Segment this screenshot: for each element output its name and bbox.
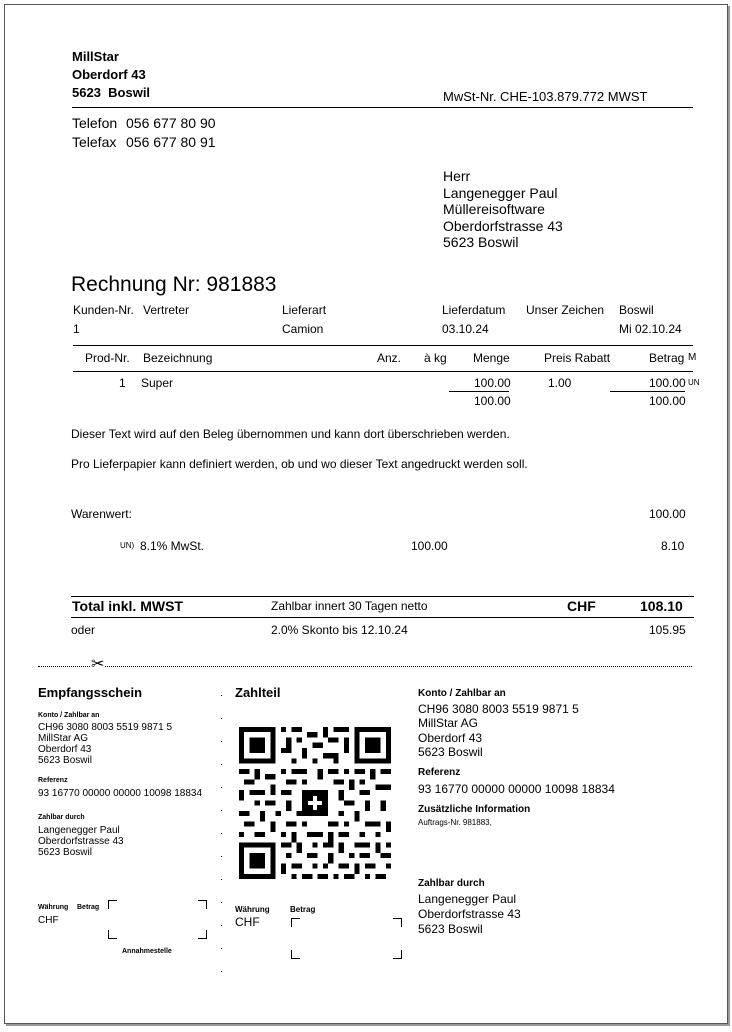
sender-city: 5623 Boswil [72,85,151,100]
warenwert-value: 100.00 [649,507,686,521]
discount-label: oder [71,623,96,637]
items-top-rule [73,345,693,346]
receipt-account-iban: CH96 3080 8003 5519 9871 5 [38,722,173,733]
payment-reference: 93 16770 00000 00000 10098 18834 [418,782,615,796]
item-total: 100.00 [649,376,686,390]
fax-label: Telefax [72,134,117,150]
meta-header-customer: Kunden-Nr. [73,303,134,317]
header-rule [72,107,693,108]
phone-label: Telefon [72,115,118,131]
receipt-currency: CHF [38,915,59,926]
payment-additional: Auftrags-Nr. 981883, [418,818,492,827]
meta-header-date: Lieferdatum [442,303,506,317]
vat-number: MwSt-Nr. CHE-103.879.772 MWST [443,89,648,104]
col-amount: Menge [473,351,510,365]
recipient-name: Langenegger Paul [443,185,558,201]
fax-value: 056 677 80 91 [126,134,216,150]
payment-payer-city: 5623 Boswil [418,922,483,936]
col-m: M [688,352,697,363]
discount-terms: 2.0% Skonto bis 12.10.24 [271,623,408,637]
meta-header-delivery: Lieferart [282,303,327,317]
receipt-currency-label: Währung [38,904,69,911]
warenwert-label: Warenwert: [71,507,132,521]
col-qty: Anz. [377,351,402,365]
recipient-salutation: Herr [443,168,471,184]
receipt-payer-label: Zahlbar durch [38,814,85,821]
item-code: UN [688,378,700,387]
vat-code: UN) [120,541,135,550]
receipt-reference: 93 16770 00000 00000 10098 18834 [38,788,203,799]
payment-currency-label: Währung [235,905,270,914]
payment-account-iban: CH96 3080 8003 5519 9871 5 [418,702,579,716]
col-prod: Prod-Nr. [85,351,130,365]
phone-value: 056 677 80 90 [126,115,216,131]
subtotal-total: 100.00 [649,394,686,408]
vat-value: 8.10 [661,539,685,553]
invoice-title: Rechnung Nr: 981883 [71,273,277,296]
recipient-street: Oberdorfstrasse 43 [443,218,563,234]
payment-account-street: Oberdorf 43 [418,731,483,745]
recipient-company: Müllereisoftware [443,201,545,217]
total-currency: CHF [567,598,596,614]
subtotal-total-rule [610,391,685,392]
items-header-rule [73,371,693,372]
col-price: Preis Rabatt [544,351,611,365]
col-total: Betrag [649,351,685,365]
payment-account-label: Konto / Zahlbar an [418,688,506,699]
receipt-title: Empfangsschein [38,685,143,700]
meta-value-customer: 1 [73,322,80,336]
receipt-payer-name: Langenegger Paul [38,825,120,836]
payment-account-city: 5623 Boswil [418,745,483,759]
receipt-account-name: MillStar AG [38,733,89,744]
item-price: 1.00 [548,376,572,390]
subtotal-amount-rule [449,391,509,392]
receipt-account-street: Oberdorf 43 [38,744,92,755]
total-terms: Zahlbar innert 30 Tagen netto [271,599,428,613]
sender-street: Oberdorf 43 [72,67,146,82]
total-label: Total inkl. MWST [72,598,183,614]
vat-label: 8.1% MwSt. [140,539,205,553]
receipt-amount-label: Betrag [77,904,100,911]
note-1: Dieser Text wird auf den Beleg übernommen und kann dort überschrieben werden. [71,427,510,441]
total-bottom-rule [71,617,694,618]
receipt-payer-city: 5623 Boswil [38,847,92,858]
payment-payer-label: Zahlbar durch [418,878,485,889]
item-prod: 1 [119,376,126,390]
total-value: 108.10 [640,598,683,614]
payment-currency: CHF [235,915,260,929]
item-amount: 100.00 [474,376,511,390]
meta-value-date: 03.10.24 [442,322,489,336]
payment-payer-name: Langenegger Paul [418,892,517,906]
payment-additional-label: Zusätzliche Information [418,804,531,815]
note-2: Pro Lieferpapier kann definiert werden, ob und wo dieser Text angedruckt werden soll. [71,457,528,471]
subtotal-amount: 100.00 [474,394,511,408]
receipt-account-label: Konto / Zahlbar an [38,712,100,719]
invoice-page [4,4,728,1024]
slip-separator [221,695,223,995]
vat-base: 100.00 [411,539,448,553]
receipt-acceptance: Annahmestelle [122,948,172,955]
meta-value-place-date: Mi 02.10.24 [619,322,682,336]
payment-account-name: MillStar AG [418,716,479,730]
item-desc: Super [141,376,174,390]
payment-amount-label: Betrag [290,905,316,914]
recipient-city: 5623 Boswil [443,234,519,250]
scissors-icon: ✂ [91,656,105,673]
discount-value: 105.95 [649,623,686,637]
meta-header-place: Boswil [619,303,654,317]
swiss-qr-code-icon [239,727,391,879]
col-desc: Bezeichnung [143,351,213,365]
total-top-rule [71,596,694,597]
receipt-account-city: 5623 Boswil [38,755,92,766]
meta-header-rep: Vertreter [143,303,190,317]
meta-value-delivery: Camion [282,322,324,336]
perforation-line [38,666,692,667]
payment-payer-street: Oberdorfstrasse 43 [418,907,521,921]
meta-header-sign: Unser Zeichen [526,303,605,317]
sender-name: MillStar [72,49,119,64]
receipt-reference-label: Referenz [38,777,68,784]
receipt-payer-street: Oberdorfstrasse 43 [38,836,124,847]
payment-title: Zahlteil [235,685,281,700]
payment-reference-label: Referenz [418,767,461,778]
col-kg: à kg [424,351,447,365]
